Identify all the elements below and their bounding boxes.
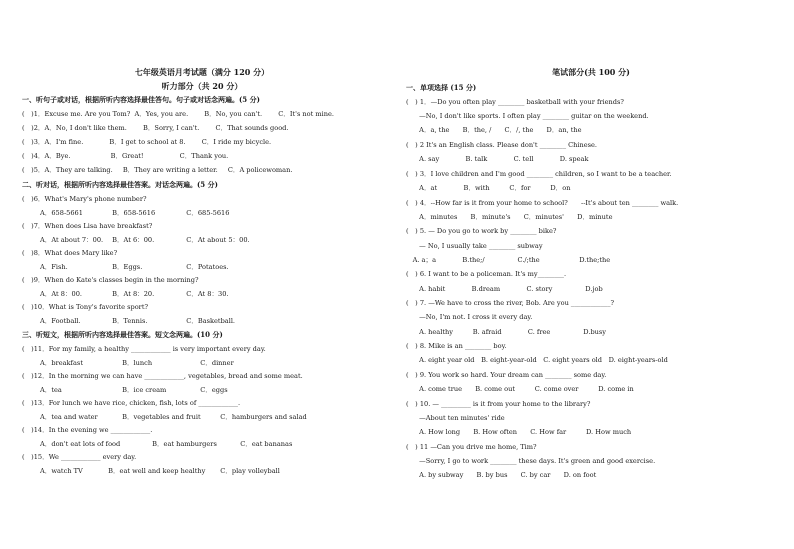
question-12-options [40,387,228,394]
mc-line: ( ) 5. — Do you go to work by ________ bike? [406,227,557,235]
question-7: ( )7．When does Lisa have breakfast? [22,222,153,230]
question-14: ( )14．In the evening we ____________. [22,426,153,434]
mc-options[interactable]: A. say B. talk C. tell D. speak [406,155,589,163]
mc-line: ( ) 11 —Can you drive me home, Tim? [406,443,537,451]
listening-subtitle: 听力部分（共 20 分） [161,81,243,91]
mc-line: —About ten minutes' ride [406,414,505,422]
question-12: ( )12．In the morning we can have ____________, vegetables, bread and some meat. [22,372,303,380]
option-c[interactable]: C．Thank you. [179,152,229,160]
option-c[interactable]: C．Potatoes. [186,263,229,271]
mc-line: ( ) 4．--How far is it from your home to school? --It's about ten ________ walk. [406,199,679,207]
question-14-options [40,441,292,448]
question-13: ( )13．For lunch we have rice, chicken, fish, lots of ____________. [22,399,241,407]
option-b[interactable]: B．No, you can't. [204,110,263,118]
option-a[interactable]: A．Yes, you are. [134,110,189,118]
option-a[interactable]: A．658-5661 [40,209,83,217]
mc-options[interactable]: A. habit B.dream C. story D.job [406,285,603,293]
option-a[interactable]: A．At about 7：00. [40,236,104,244]
option-a[interactable]: A．Fish. [40,263,68,271]
option-a[interactable]: A．breakfast [40,359,83,367]
question-11-options [40,360,234,367]
option-a[interactable]: A．tea [40,386,62,394]
question-9: ( )9．When do Kate's classes begin in the morning? [22,276,199,284]
option-b[interactable]: B．lunch [122,359,153,367]
option-a[interactable]: A．tea and water [40,413,98,421]
option-c[interactable]: C．That sounds good. [215,124,289,132]
mc-line: ( ) 7. —We have to cross the river, Bob. Are you ____________? [406,299,615,307]
mc-options[interactable]: A．minutes B．minute's C．minutes' D．minute [406,213,613,221]
question-text: ( )5．A．They are talking. [22,166,113,174]
question-5 [22,167,292,174]
question-6-options [40,210,229,217]
option-b[interactable]: B．Great! [110,152,144,160]
question-text: ( )1．Excuse me. Are you Tom? [22,110,131,118]
mc-line: —No, I'm not. I cross it every day. [406,313,533,321]
mc-options[interactable]: A. healthy B. afraid C. free D.busy [406,328,607,336]
option-c[interactable]: C．A policewoman. [227,166,293,174]
mc-options[interactable]: A. come true B. come out C. come over D. come in [406,385,634,393]
option-c[interactable]: C．Basketball. [186,317,236,325]
mc-line: ( ) 9. You work so hard. Your dream can ________ some day. [406,371,607,379]
question-4 [22,153,228,160]
option-c[interactable]: C．I ride my bicycle. [201,138,272,146]
option-a[interactable]: A．Football. [40,317,81,325]
question-13-options [40,414,307,421]
option-b[interactable]: B．Sorry, I can't. [142,124,200,132]
option-c[interactable]: C．At 8：30. [186,290,229,298]
option-a[interactable]: A．watch TV [40,467,83,475]
mc-line: —Sorry, I go to work ________ these days. It's green and good exercise. [406,457,656,465]
mc-options[interactable]: A. a；a B.the;/ C./;the D.the;the [406,256,611,264]
mc-options[interactable]: A．a, the B．the, / C．/, the D．an, the [406,126,582,134]
option-b[interactable]: B．Eggs. [112,263,143,271]
option-b[interactable]: B．At 8：20. [112,290,155,298]
mc-line: — No, I usually take ________ subway [406,242,543,250]
question-9-options [40,291,229,298]
option-b[interactable]: B．I get to school at 8. [109,138,186,146]
mc-line: ( ) 1．—Do you often play ________ basketball with your friends? [406,98,624,106]
mc-options[interactable]: A. eight year old B. eight-year-old C. eight years old D. eight-years-old [406,356,668,364]
mc-line: ( ) 10. — _________ is it from your home to the library? [406,400,591,408]
mc-line: ( ) 3．I love children and I'm good ________ children, so I want to be a teacher. [406,170,672,178]
question-8: ( )8．What does Mary like? [22,249,118,257]
option-a[interactable]: A．At 8：00. [40,290,83,298]
option-b[interactable]: B．658-5616 [112,209,156,217]
mc-line: ( ) 8. Mike is an ________ boy. [406,342,507,350]
question-1 [22,111,334,118]
section-2-heading: 二、听对话，根据所听内容选择最佳答案。对话念两遍。(5 分) [22,180,218,189]
option-c[interactable]: C．play volleyball [220,467,280,475]
option-c[interactable]: C．685-5616 [186,209,230,217]
option-b[interactable]: B．They are writing a letter. [122,166,218,174]
question-10: ( )10．What is Tony's favorite sport? [22,303,149,311]
option-a[interactable]: A．don't eat lots of food [40,440,121,448]
mc-line: —No, I don't like sports. I often play ________ guitar on the weekend. [406,112,649,120]
question-6: ( )6．What's Mary's phone number? [22,195,147,203]
question-3 [22,139,271,146]
question-text: ( )4．A．Bye. [22,152,71,160]
option-c[interactable]: C．It's not mine. [278,110,334,118]
question-8-options [40,264,229,271]
option-b[interactable]: B．Tennis. [112,317,148,325]
written-title: 笔试部分(共 100 分) [552,67,630,77]
question-15: ( )15．We ____________ every day. [22,453,137,461]
question-text: ( )2．A．No, I don't like them. [22,124,127,132]
option-c[interactable]: C．eggs [200,386,228,394]
question-text: ( )3．A．I'm fine. [22,138,84,146]
section-1-heading: 一、听句子或对话，根据所听内容选择最佳答句。句子或对话念两遍。(5 分) [22,95,260,104]
question-15-options [40,468,280,475]
mc-line: ( ) 6. I want to be a policeman. It's my________. [406,270,567,278]
option-b[interactable]: B．vegetables and fruit [122,413,201,421]
option-b[interactable]: B．ice cream [122,386,167,394]
question-7-options [40,237,250,244]
question-2 [22,125,289,132]
option-b[interactable]: B．At 6：00. [112,236,155,244]
question-10-options [40,318,235,325]
section-mc-heading: 一、单项选择 (15 分) [406,83,477,92]
mc-options[interactable]: A. How long B. How often C. How far D. How much [406,428,632,436]
option-c[interactable]: C．At about 5：00. [186,236,250,244]
option-c[interactable]: C．dinner [200,359,234,367]
option-b[interactable]: B．eat hamburgers [152,440,217,448]
mc-line: ( ) 2 It's an English class. Please don't ________ Chinese. [406,141,598,149]
option-b[interactable]: B．eat well and keep healthy [108,467,206,475]
section-3-heading: 三、听短文，根据所听内容选择最佳答案。短文念两遍。(10 分) [22,330,223,339]
mc-options[interactable]: A. by subway B. by bus C. by car D. on foot [406,471,597,479]
option-c[interactable]: C．eat bananas [240,440,293,448]
mc-options[interactable]: A．at B．with C．for D．on [406,184,571,192]
exam-title: 七年级英语月考试题（满分 120 分） [134,67,270,77]
question-11: ( )11．For my family, a healthy ____________ is very important every day. [22,345,266,353]
option-c[interactable]: C．hamburgers and salad [220,413,307,421]
